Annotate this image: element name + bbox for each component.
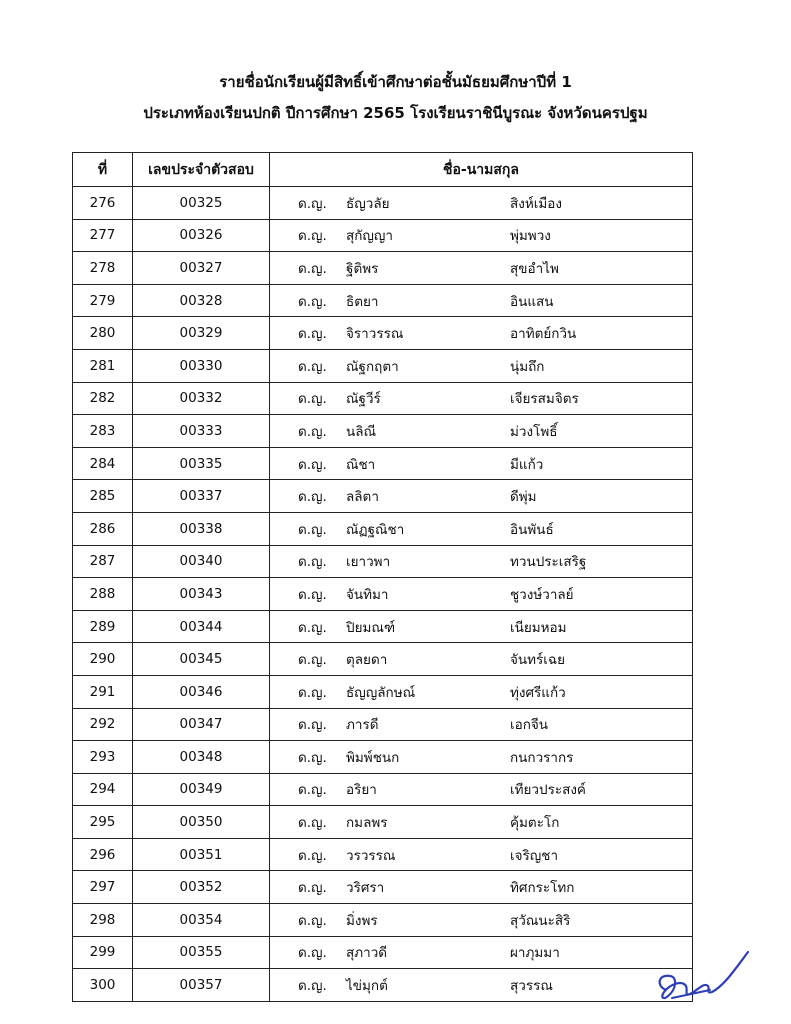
exam-id: 00330 <box>133 349 270 382</box>
student-full-name <box>270 838 693 871</box>
exam-id: 00327 <box>133 252 270 285</box>
row-number: 283 <box>73 415 133 448</box>
last-name: อินแสน <box>510 293 554 310</box>
name-prefix: ด.ญ. <box>298 684 327 701</box>
row-number: 294 <box>73 773 133 806</box>
table-row <box>73 545 693 578</box>
first-name: ณัฏฐณิชา <box>346 521 405 538</box>
first-name: จิราวรรณ <box>346 326 404 343</box>
row-number: 284 <box>73 447 133 480</box>
name-prefix: ด.ญ. <box>298 456 327 473</box>
student-full-name <box>270 545 693 578</box>
student-full-name <box>270 871 693 904</box>
name-prefix: ด.ญ. <box>298 880 327 897</box>
name-prefix: ด.ญ. <box>298 586 327 603</box>
name-prefix: ด.ญ. <box>298 978 327 995</box>
row-number: 277 <box>73 219 133 252</box>
last-name: จันทร์เฉย <box>510 652 566 669</box>
row-number: 286 <box>73 512 133 545</box>
first-name: พิมพ์ชนก <box>346 749 400 766</box>
last-name: เอกจีน <box>510 717 549 734</box>
column-header-exam-id: เลขประจำตัวสอบ <box>133 153 270 187</box>
last-name: กนกวรากร <box>510 749 574 766</box>
name-prefix: ด.ญ. <box>298 358 327 375</box>
exam-id: 00345 <box>133 643 270 676</box>
row-number: 288 <box>73 578 133 611</box>
table-row <box>73 512 693 545</box>
name-prefix: ด.ญ. <box>298 391 327 408</box>
exam-id: 00344 <box>133 610 270 643</box>
last-name: เจียรสมจิตร <box>510 391 579 408</box>
row-number: 290 <box>73 643 133 676</box>
exam-id: 00325 <box>133 187 270 220</box>
name-prefix: ด.ญ. <box>298 293 327 310</box>
row-number: 291 <box>73 675 133 708</box>
student-full-name <box>270 219 693 252</box>
student-full-name <box>270 480 693 513</box>
name-prefix: ด.ญ. <box>298 260 327 277</box>
student-full-name <box>270 578 693 611</box>
table-row <box>73 741 693 774</box>
row-number: 300 <box>73 969 133 1002</box>
name-prefix: ด.ญ. <box>298 945 327 962</box>
document-subtitle: ประเภทห้องเรียนปกติ ปีการศึกษา 2565 โรงเรียนราชินีบูรณะ จังหวัดนครปฐม <box>143 104 648 122</box>
last-name: ชูวงษ์วาลย์ <box>510 586 574 603</box>
last-name: สิงห์เมือง <box>510 195 562 212</box>
first-name: ฐิติพร <box>346 260 379 277</box>
table-row <box>73 382 693 415</box>
row-number: 296 <box>73 838 133 871</box>
table-row <box>73 773 693 806</box>
name-prefix: ด.ญ. <box>298 521 327 538</box>
student-roster-table <box>72 152 693 1002</box>
first-name: ไข่มุกต์ <box>346 978 388 995</box>
table-row <box>73 610 693 643</box>
first-name: ณิชา <box>346 456 376 473</box>
first-name: ลลิตา <box>346 489 379 506</box>
table-row <box>73 675 693 708</box>
student-full-name <box>270 512 693 545</box>
row-number: 295 <box>73 806 133 839</box>
first-name: ณัฐกฤตา <box>346 358 399 375</box>
name-prefix: ด.ญ. <box>298 717 327 734</box>
first-name: ธัญญลักษณ์ <box>346 684 416 701</box>
exam-id: 00355 <box>133 936 270 969</box>
name-prefix: ด.ญ. <box>298 195 327 212</box>
table-row <box>73 969 693 1002</box>
row-number: 280 <box>73 317 133 350</box>
student-full-name <box>270 317 693 350</box>
student-full-name <box>270 708 693 741</box>
first-name: นลิณี <box>346 423 377 440</box>
first-name: ตุลยดา <box>346 652 388 669</box>
last-name: ทุ่งศรีแก้ว <box>510 684 566 701</box>
student-full-name <box>270 415 693 448</box>
row-number: 278 <box>73 252 133 285</box>
last-name: สุขอำไพ <box>510 260 559 277</box>
table-row <box>73 187 693 220</box>
name-prefix: ด.ญ. <box>298 815 327 832</box>
table-row <box>73 447 693 480</box>
table-row <box>73 349 693 382</box>
student-full-name <box>270 773 693 806</box>
row-number: 293 <box>73 741 133 774</box>
student-full-name <box>270 904 693 937</box>
table-row <box>73 643 693 676</box>
name-prefix: ด.ญ. <box>298 489 327 506</box>
exam-id: 00335 <box>133 447 270 480</box>
student-full-name <box>270 643 693 676</box>
exam-id: 00354 <box>133 904 270 937</box>
last-name: ทิศกระโทก <box>510 880 575 897</box>
table-body <box>73 187 693 1002</box>
table-row <box>73 252 693 285</box>
first-name: วริศรา <box>346 880 385 897</box>
first-name: ภารดี <box>346 717 379 734</box>
row-number: 276 <box>73 187 133 220</box>
name-prefix: ด.ญ. <box>298 423 327 440</box>
exam-id: 00337 <box>133 480 270 513</box>
student-full-name <box>270 349 693 382</box>
exam-id: 00328 <box>133 284 270 317</box>
last-name: ทวนประเสริฐ <box>510 554 587 571</box>
table-row <box>73 578 693 611</box>
first-name: วรวรรณ <box>346 847 396 864</box>
row-number: 287 <box>73 545 133 578</box>
last-name: อินพันธ์ <box>510 521 554 538</box>
exam-id: 00348 <box>133 741 270 774</box>
student-full-name <box>270 675 693 708</box>
column-header-no: ที่ <box>73 153 133 187</box>
exam-id: 00333 <box>133 415 270 448</box>
table-row <box>73 480 693 513</box>
exam-id: 00357 <box>133 969 270 1002</box>
student-full-name <box>270 284 693 317</box>
exam-id: 00350 <box>133 806 270 839</box>
table-row <box>73 904 693 937</box>
last-name: เจริญชา <box>510 847 559 864</box>
row-number: 289 <box>73 610 133 643</box>
first-name: ธิตยา <box>346 293 379 310</box>
table-row <box>73 219 693 252</box>
name-prefix: ด.ญ. <box>298 847 327 864</box>
exam-id: 00346 <box>133 675 270 708</box>
student-full-name <box>270 806 693 839</box>
last-name: นุ่มถึก <box>510 358 545 375</box>
first-name: อริยา <box>346 782 377 799</box>
column-header-full-name: ชื่อ-นามสกุล <box>270 153 693 187</box>
table-row <box>73 936 693 969</box>
exam-id: 00347 <box>133 708 270 741</box>
last-name: ดีพุ่ม <box>510 489 537 506</box>
row-number: 285 <box>73 480 133 513</box>
exam-id: 00349 <box>133 773 270 806</box>
document-title: รายชื่อนักเรียนผู้มีสิทธิ์เข้าศึกษาต่อชั้นมัธยมศึกษาปีที่ 1 <box>219 73 572 91</box>
exam-id: 00332 <box>133 382 270 415</box>
first-name: กมลพร <box>346 815 388 832</box>
name-prefix: ด.ญ. <box>298 228 327 245</box>
first-name: สุกัญญา <box>346 228 393 245</box>
table-row <box>73 708 693 741</box>
exam-id: 00352 <box>133 871 270 904</box>
student-full-name <box>270 936 693 969</box>
row-number: 299 <box>73 936 133 969</box>
first-name: จันทิมา <box>346 586 389 603</box>
exam-id: 00326 <box>133 219 270 252</box>
row-number: 281 <box>73 349 133 382</box>
first-name: ธัญวลัย <box>346 195 390 212</box>
name-prefix: ด.ญ. <box>298 912 327 929</box>
student-full-name <box>270 969 693 1002</box>
exam-id: 00351 <box>133 838 270 871</box>
row-number: 298 <box>73 904 133 937</box>
name-prefix: ด.ญ. <box>298 554 327 571</box>
first-name: สุภาวดี <box>346 945 388 962</box>
first-name: มิ่งพร <box>346 912 378 929</box>
table-row <box>73 871 693 904</box>
first-name: ปิยมณฑ์ <box>346 619 396 636</box>
last-name: ผาภุมมา <box>510 945 560 962</box>
student-full-name <box>270 447 693 480</box>
exam-id: 00338 <box>133 512 270 545</box>
name-prefix: ด.ญ. <box>298 652 327 669</box>
table-row <box>73 415 693 448</box>
exam-id: 00343 <box>133 578 270 611</box>
handwritten-signature <box>652 946 752 1006</box>
exam-id: 00340 <box>133 545 270 578</box>
name-prefix: ด.ญ. <box>298 326 327 343</box>
student-full-name <box>270 741 693 774</box>
name-prefix: ด.ญ. <box>298 749 327 766</box>
table-header-row <box>73 153 693 187</box>
last-name: เนียมหอม <box>510 619 567 636</box>
last-name: คุ้มตะโก <box>510 815 560 832</box>
table-row <box>73 806 693 839</box>
student-full-name <box>270 252 693 285</box>
table-row <box>73 284 693 317</box>
student-full-name <box>270 610 693 643</box>
last-name: เทียวประสงค์ <box>510 782 586 799</box>
first-name: ณัฐวีร์ <box>346 391 381 408</box>
row-number: 297 <box>73 871 133 904</box>
last-name: สุวรรณ <box>510 978 553 995</box>
student-full-name <box>270 382 693 415</box>
name-prefix: ด.ญ. <box>298 782 327 799</box>
row-number: 292 <box>73 708 133 741</box>
last-name: มีแก้ว <box>510 456 544 473</box>
exam-id: 00329 <box>133 317 270 350</box>
table-row <box>73 838 693 871</box>
row-number: 279 <box>73 284 133 317</box>
student-full-name <box>270 187 693 220</box>
last-name: ม่วงโพธิ์ <box>510 423 558 440</box>
last-name: สุวัณนะสิริ <box>510 912 571 929</box>
first-name: เยาวพา <box>346 554 391 571</box>
row-number: 282 <box>73 382 133 415</box>
name-prefix: ด.ญ. <box>298 619 327 636</box>
last-name: พุ่มพวง <box>510 228 551 245</box>
table-row <box>73 317 693 350</box>
last-name: อาทิตย์กวิน <box>510 326 577 343</box>
